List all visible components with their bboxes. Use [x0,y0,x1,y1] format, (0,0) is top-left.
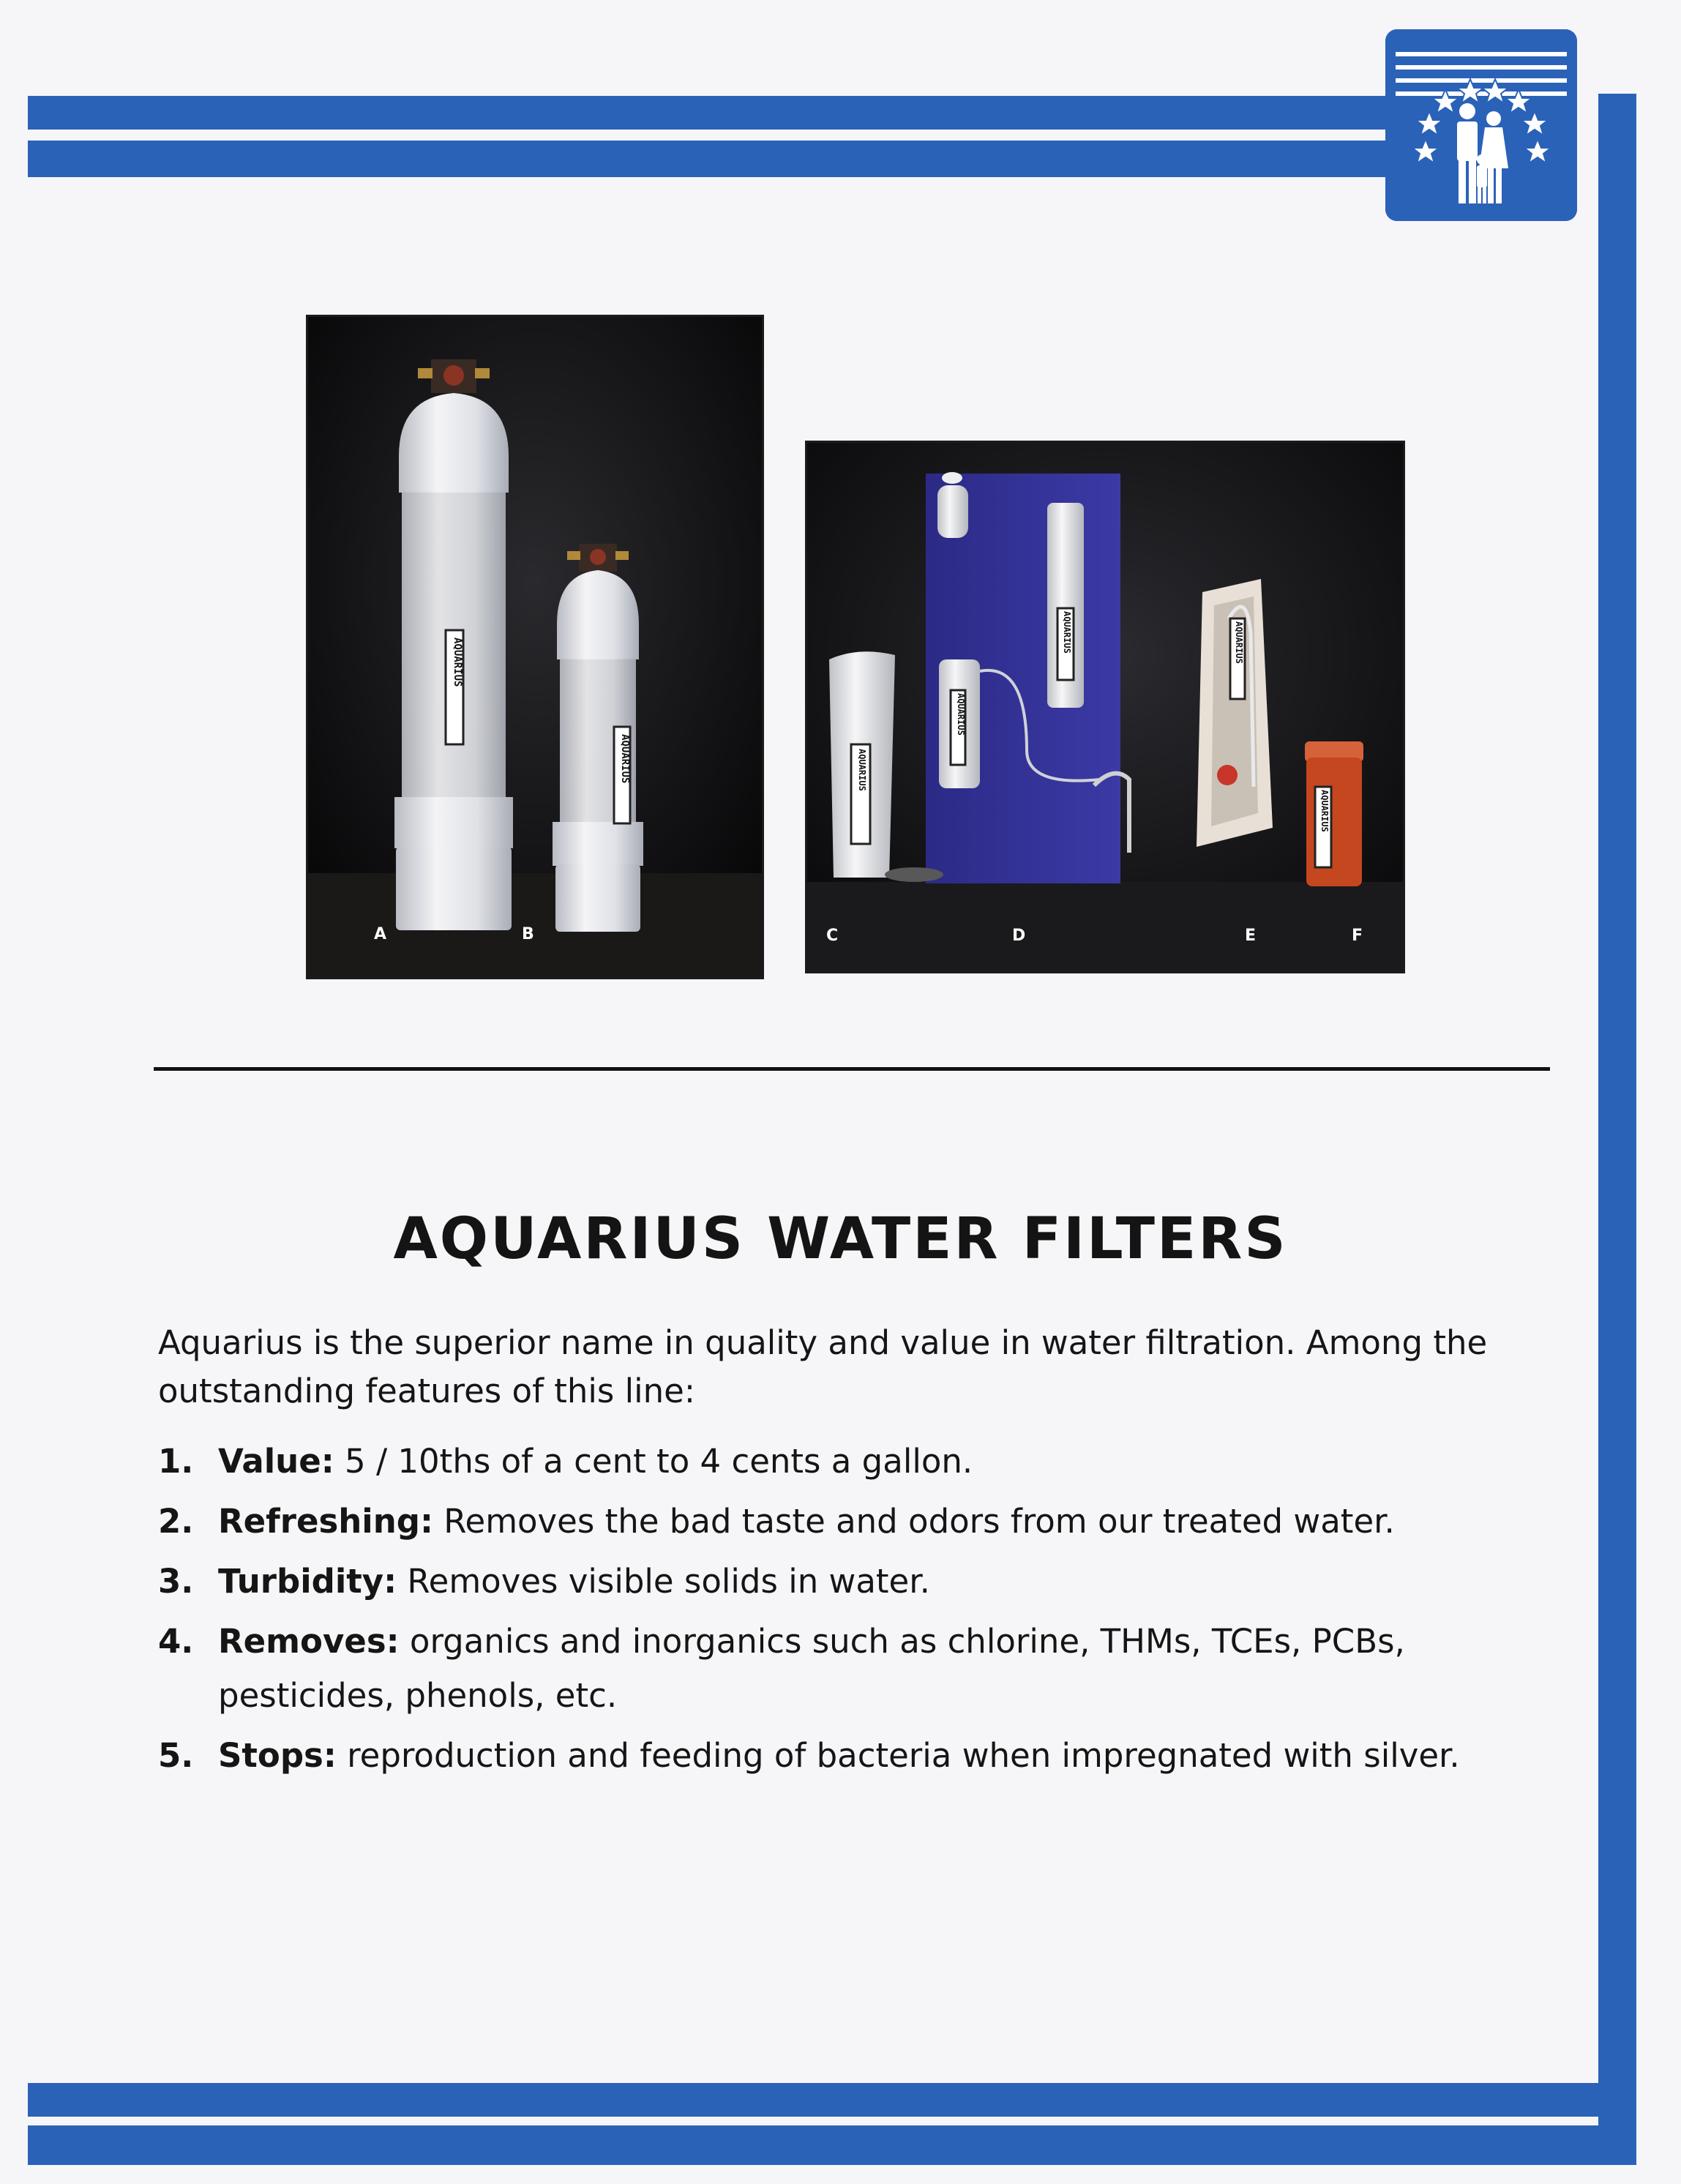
intro-paragraph: Aquarius is the superior name in quality and value in water filtration. Among the outstanding features of this line: [158,1323,1488,1410]
top-stripe [28,96,1396,130]
feature-text: Removes visible solids in water. [397,1562,930,1601]
feature-item [158,1615,1563,1723]
product-brand-text: AQUARIUS [1062,611,1072,654]
feature-term: Refreshing: [218,1502,433,1541]
photo-label-b: B [522,925,534,943]
product-brand-text: AQUARIUS [857,749,867,791]
feature-number: 3. [158,1562,194,1601]
feature-term: Value: [218,1442,334,1481]
feature-term: Turbidity: [218,1562,397,1601]
feature-number: 1. [158,1442,194,1481]
page-title: AQUARIUS WATER FILTERS [393,1206,1288,1272]
feature-item [158,1729,1563,1783]
product-brand-text: AQUARIUS [1234,621,1244,664]
photo-label-e: E [1245,927,1257,945]
feature-term: Removes: [218,1622,400,1661]
bottom-stripe [28,2125,1636,2165]
filter-f-image [1305,741,1363,886]
feature-item [158,1435,1563,1489]
feature-number: 4. [158,1622,194,1661]
product-brand-text: AQUARIUS [452,637,463,687]
feature-number: 2. [158,1502,194,1541]
product-brand-text: AQUARIUS [619,734,631,784]
photo-label-a: A [374,925,387,943]
feature-item [158,1555,1563,1609]
photo-label-d: D [1012,927,1026,945]
feature-number: 5. [158,1736,194,1775]
filter-e-image [1197,579,1273,847]
photo-label-c: C [826,927,839,945]
feature-text: organics and inorganics such as chlorine, THMs, TCEs, PCBs, pesticides, phenols, etc. [218,1622,1405,1715]
bottom-stripe [28,2083,1636,2117]
product-brand-text: AQUARIUS [1319,790,1330,832]
feature-text: 5 / 10ths of a cent to 4 cents a gallon. [334,1442,973,1481]
product-photo-small-filters [805,441,1405,973]
feature-item [158,1495,1563,1549]
family-stars-logo-icon [1385,29,1577,221]
product-photo-large-filters [306,315,764,979]
section-divider [154,1067,1550,1071]
feature-list [158,1435,1563,1789]
feature-text: Removes the bad taste and odors from our treated water. [433,1502,1395,1541]
feature-term: Stops: [218,1736,337,1775]
top-stripe [28,141,1396,177]
right-border-stripe [1598,94,1636,2165]
feature-text: reproduction and feeding of bacteria when impregnated with silver. [336,1736,1460,1775]
photo-label-f: F [1352,927,1363,945]
product-brand-text: AQUARIUS [956,693,966,736]
